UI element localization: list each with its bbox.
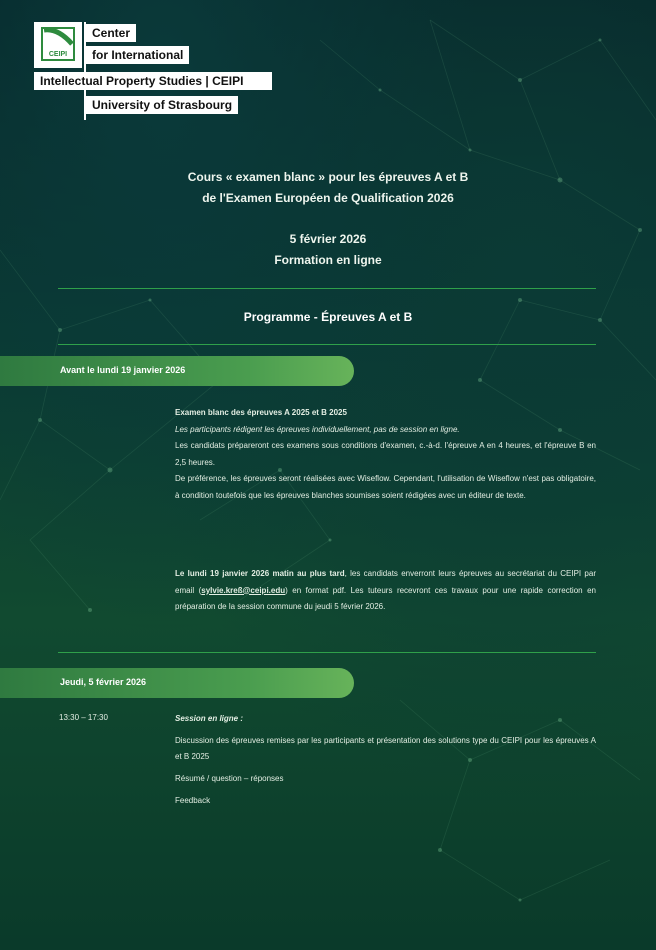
session-heading: Session en ligne :: [175, 714, 244, 723]
divider-section2: [58, 652, 596, 653]
logo-line-international: for International: [86, 46, 189, 64]
session-item-feedback: Feedback: [175, 796, 211, 805]
divider-top: [58, 288, 596, 289]
logo-line-center: Center: [86, 24, 136, 42]
submission-text-a: , les candidats enverront leurs épreuves au secrétariat du CEIPI par email (: [175, 569, 596, 595]
logo-line-university: University of Strasbourg: [86, 96, 238, 114]
divider-programme: [58, 344, 596, 345]
email-link[interactable]: sylvie.kreß@ceipi.edu: [201, 585, 286, 595]
course-title-line1: Cours « examen blanc » pour les épreuves A et B: [187, 170, 469, 184]
course-date: 5 février 2026: [289, 232, 367, 246]
session-item-discussion: Discussion des épreuves remises par les participants et présentation des solutions type du CEIPI pour les épreuves A et B 2025: [175, 736, 596, 761]
section2-session-block: [175, 711, 596, 809]
deadline-bold: Le lundi 19 janvier 2026 matin au plus tard: [175, 569, 345, 578]
section-banner-thursday: [0, 668, 354, 698]
section-banner-before: [0, 356, 354, 386]
svg-text:CEIPI: CEIPI: [48, 51, 68, 58]
section-banner-before-label: Avant le lundi 19 janvier 2026: [60, 365, 186, 375]
section1-submission-block: [175, 566, 596, 616]
course-format: Formation en ligne: [274, 253, 382, 267]
logo-ip-rest: Studies | CEIPI: [155, 74, 244, 88]
exam-wiseflow: De préférence, les épreuves seront réalisées avec Wiseflow. Cependant, l'utilisation de Wiseflow n'est pas obligatoire, à condition toutefois que les épreuves blanches soumises soient rédigées avec un éditeur de texte.: [175, 474, 596, 500]
section1-exam-block: [175, 405, 596, 504]
logo-line-ip-studies: [34, 72, 272, 90]
programme-heading: Programme - Épreuves A et B: [243, 310, 413, 324]
section-banner-thursday-label: Jeudi, 5 février 2026: [60, 677, 147, 687]
exam-heading: Examen blanc des épreuves A 2025 et B 2025: [175, 408, 347, 417]
logo-ip-bold: Intellectual Property: [40, 74, 156, 88]
exam-italic-note: Les participants rédigent les épreuves individuellement, pas de session en ligne.: [175, 424, 460, 434]
ceipi-emblem-icon: [34, 22, 82, 68]
session-time: 13:30 – 17:30: [59, 713, 108, 722]
submission-text-b: ) en format pdf. Les tuteurs recevront ces travaux pour une rapide correction en préparation de la session commune du jeudi 5 février 2026.: [175, 585, 596, 611]
exam-conditions: Les candidats prépareront ces examens sous conditions d'examen, c.-à-d. l'épreuve A en 4 heures, et l'épreuve B en 2,5 heures.: [175, 441, 596, 467]
course-title-line2: de l'Examen Européen de Qualification 2026: [202, 191, 454, 205]
ceipi-logo: [34, 22, 266, 120]
session-item-qa: Résumé / question – réponses: [175, 774, 284, 783]
